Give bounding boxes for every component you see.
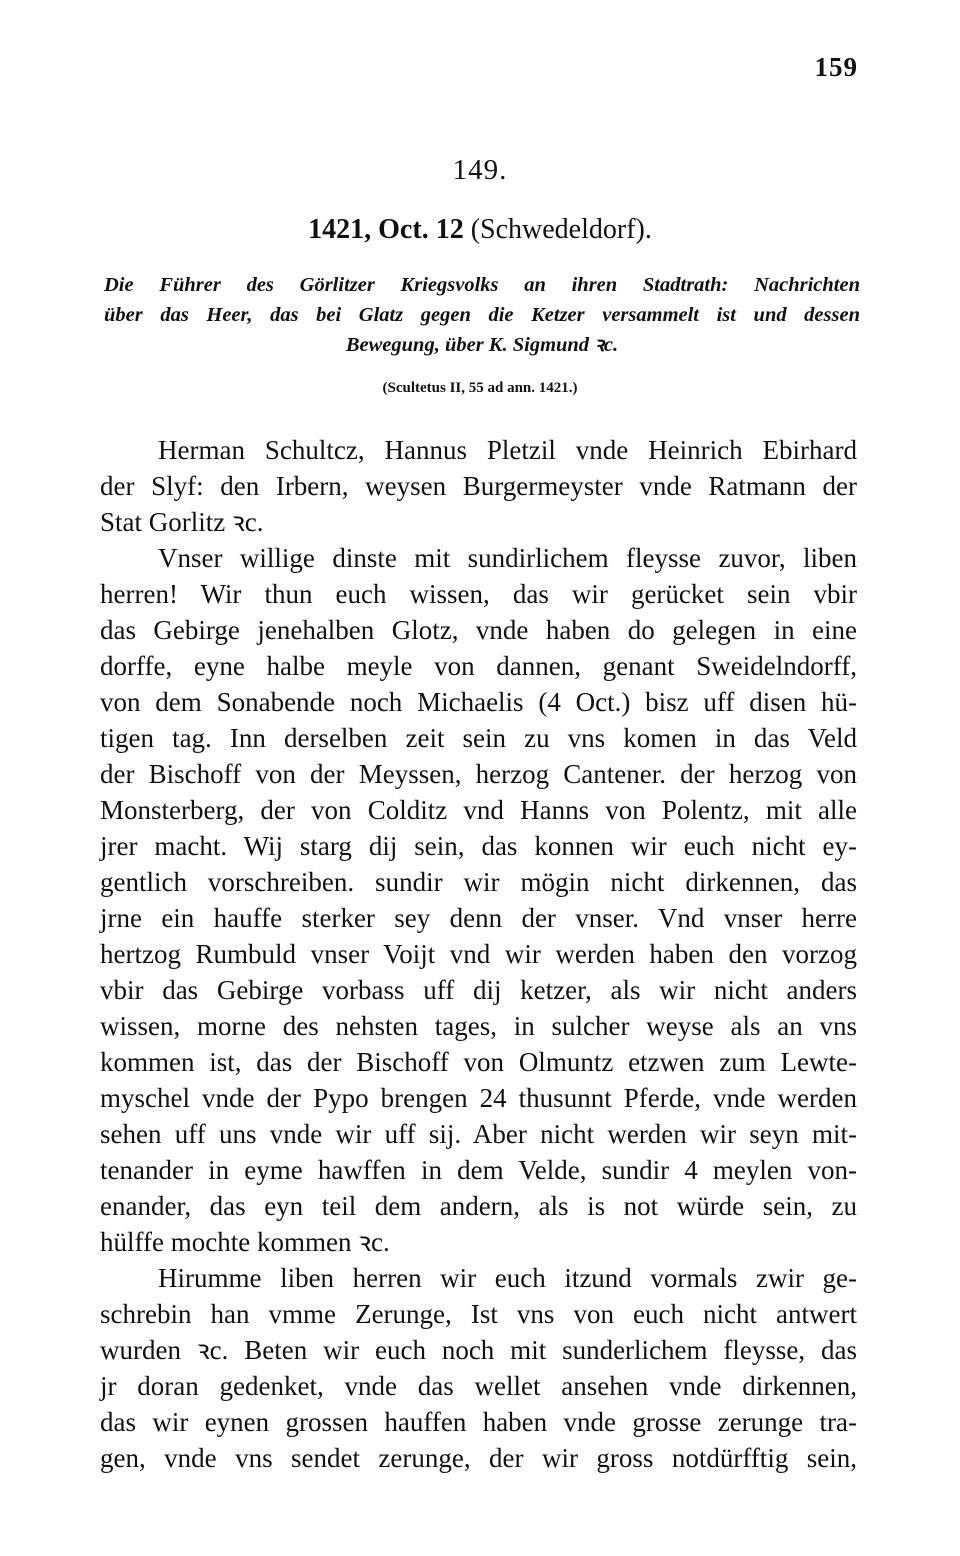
text-line: vbir das Gebirge vorbass uff dij ketzer, als wir nicht anders (100, 975, 857, 1005)
page-number: 159 (814, 52, 858, 82)
text-line: sehen uff uns vnde wir uff sij. Aber nicht werden wir seyn mit- (100, 1119, 857, 1149)
source-citation: (Scultetus II, 55 ad ann. 1421.) (382, 380, 578, 396)
text-line: von dem Sonabende noch Michaelis (4 Oct.) bisz uff disen hü- (100, 687, 857, 717)
text-line: hertzog Rumbuld vnser Voijt vnd wir werden haben den vorzog (100, 939, 857, 969)
text-line: dorffe, eyne halbe meyle von dannen, genant Sweidelndorff, (100, 651, 857, 681)
text-line: Herman Schultcz, Hannus Pletzil vnde Heinrich Ebirhard (158, 435, 857, 465)
text-line: Vnser willige dinste mit sundirlichem fleysse zuvor, liben (158, 543, 857, 573)
text-line: der Slyf: den Irbern, weysen Burgermeyster vnde Ratmann der (100, 471, 857, 501)
text-line: myschel vnde der Pypo brengen 24 thusunnt Pferde, vnde werden (100, 1083, 857, 1113)
place: (Schwedeldorf). (470, 214, 652, 245)
text-line: enander, das eyn teil dem andern, als is not würde sein, zu (100, 1191, 857, 1221)
text-line: Monsterberg, der von Colditz vnd Hanns von Polentz, mit alle (100, 795, 857, 825)
text-line: kommen ist, das der Bischoff von Olmuntz etzwen zum Lewte- (100, 1047, 857, 1077)
text-line: jr doran gedenket, vnde das wellet ansehen vnde dirkennen, (100, 1371, 857, 1401)
date-line (0, 214, 960, 246)
text-line: wissen, morne des nehsten tages, in sulcher weyse als an vns (100, 1011, 857, 1041)
text-line: Hirumme liben herren wir euch itzund vormals zwir ge- (158, 1263, 857, 1293)
text-line: gentlich vorschreiben. sundir wir mögin nicht dirkennen, das (100, 867, 857, 897)
text-line: tigen tag. Inn derselben zeit sein zu vns komen in das Veld (100, 723, 857, 753)
document-number: 149. (452, 154, 508, 186)
text-line: das wir eynen grossen hauffen haben vnde grosse zerunge tra- (100, 1407, 857, 1437)
text-line: jrne ein hauffe sterker sey denn der vnser. Vnd vnser herre (100, 903, 857, 933)
text-line: jrer macht. Wij starg dij sein, das konnen wir euch nicht ey- (100, 831, 857, 861)
summary (104, 270, 860, 360)
text-line: Stat Gorlitz ꝛc. (100, 507, 264, 537)
text-line: schrebin han vmme Zerunge, Ist vns von euch nicht antwert (100, 1299, 857, 1329)
text-line: herren! Wir thun euch wissen, das wir gerücket sein vbir (100, 579, 857, 609)
summary-line: Die Führer des Görlitzer Kriegsvolks an ihren Stadtrath: Nachrichten (104, 274, 860, 296)
summary-line: über das Heer, das bei Glatz gegen die Ketzer versammelt ist und dessen (104, 304, 860, 326)
text-line: gen, vnde vns sendet zerunge, der wir gross notdürfftig sein, (100, 1443, 857, 1473)
text-line: der Bischoff von der Meyssen, herzog Cantener. der herzog von (100, 759, 857, 789)
date: 1421, Oct. 12 (308, 214, 464, 245)
text-line: hülffe mochte kommen ꝛc. (100, 1227, 390, 1257)
text-line: das Gebirge jenehalben Glotz, vnde haben do gelegen in eine (100, 615, 857, 645)
summary-line: Bewegung, über K. Sigmund ꝛc. (345, 334, 619, 356)
letter-body (100, 432, 857, 1476)
text-line: tenander in eyme hawffen in dem Velde, sundir 4 meylen von- (100, 1155, 857, 1185)
text-line: wurden ꝛc. Beten wir euch noch mit sunderlichem fleysse, das (100, 1335, 857, 1365)
